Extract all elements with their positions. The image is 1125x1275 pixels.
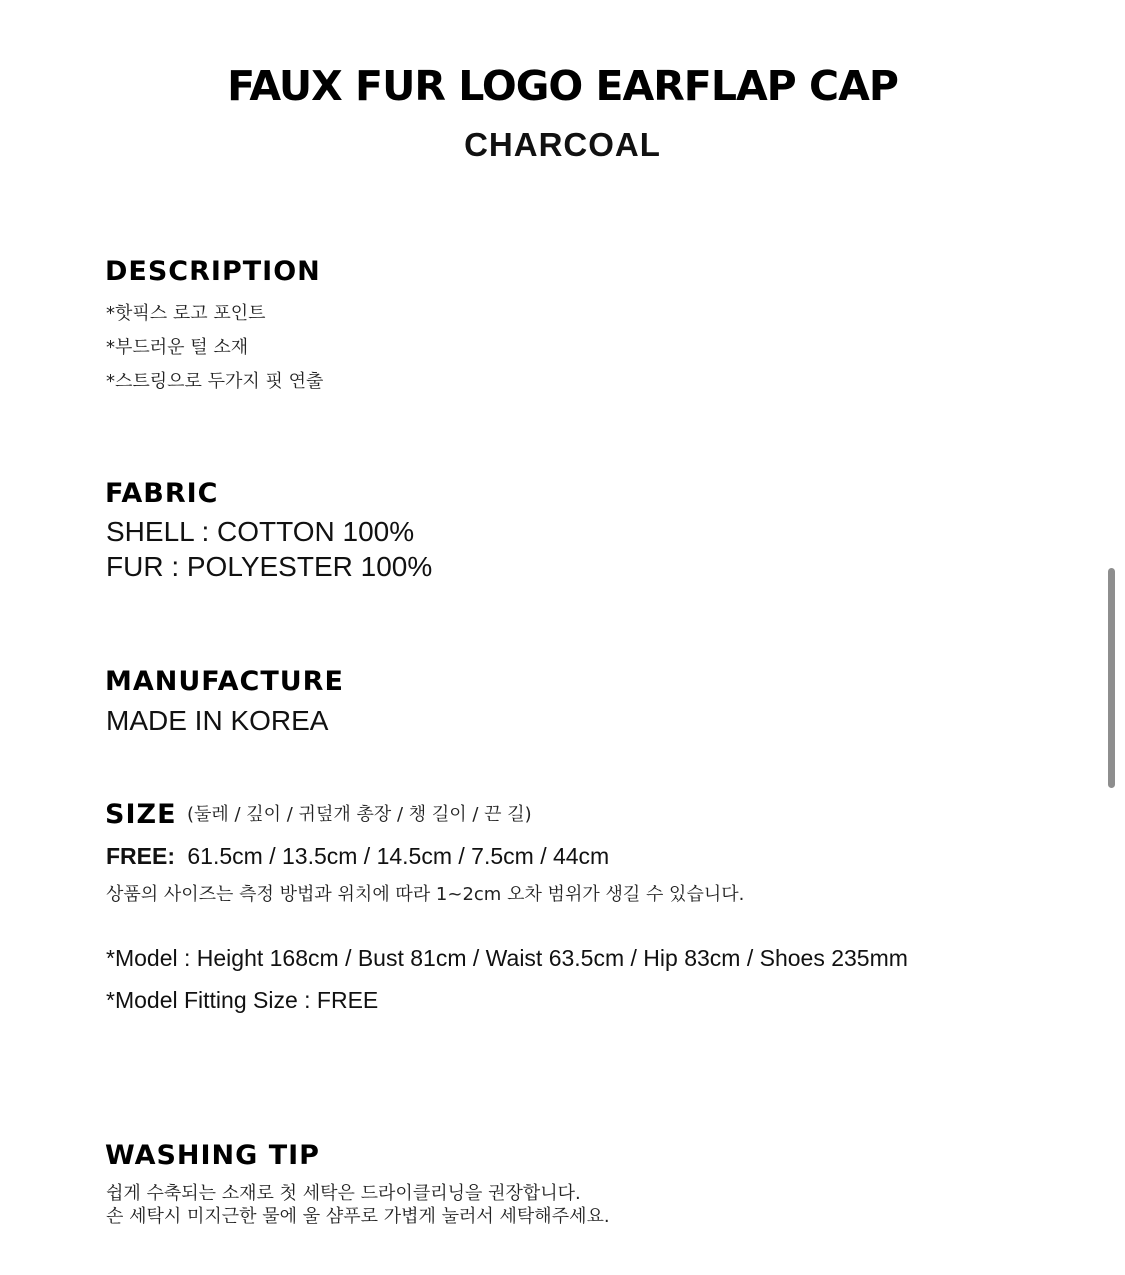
manufacture-heading: MANUFACTURE (105, 666, 344, 697)
model-fitting-size: *Model Fitting Size : FREE (106, 987, 379, 1013)
description-heading: DESCRIPTION (105, 256, 321, 287)
description-item: *부드러운 털 소재 (106, 337, 249, 358)
size-heading-row (105, 799, 532, 830)
model-info: *Model : Height 168cm / Bust 81cm / Waist 63.5cm / Hip 83cm / Shoes 235mm (106, 945, 908, 971)
size-columns-note: (둘레 / 깊이 / 귀덮개 총장 / 챙 길이 / 끈 길) (186, 804, 532, 825)
fabric-line: FUR : POLYESTER 100% (106, 551, 433, 582)
product-color: CHARCOAL (464, 126, 661, 163)
description-item: *핫픽스 로고 포인트 (106, 303, 266, 324)
size-tolerance-note: 상품의 사이즈는 측정 방법과 위치에 따라 1~2cm 오차 범위가 생길 수 있습니다. (106, 884, 745, 905)
manufacture-origin: MADE IN KOREA (106, 705, 329, 736)
washing-heading: WASHING TIP (105, 1140, 320, 1171)
washing-line: 쉽게 수축되는 소재로 첫 세탁은 드라이클리닝을 권장합니다. (106, 1183, 581, 1204)
product-title: FAUX FUR LOGO EARFLAP CAP (227, 62, 898, 110)
size-free-row (106, 843, 609, 870)
fabric-heading: FABRIC (105, 478, 219, 509)
vertical-scrollbar[interactable] (1108, 568, 1115, 788)
washing-line: 손 세탁시 미지근한 물에 울 샴푸로 가볍게 눌러서 세탁해주세요. (106, 1206, 610, 1227)
size-free-label: FREE: (106, 843, 175, 869)
size-heading: SIZE (105, 799, 177, 830)
size-free-values: 61.5cm / 13.5cm / 14.5cm / 7.5cm / 44cm (187, 843, 610, 869)
fabric-line: SHELL : COTTON 100% (106, 516, 415, 547)
description-item: *스트링으로 두가지 핏 연출 (106, 371, 324, 392)
